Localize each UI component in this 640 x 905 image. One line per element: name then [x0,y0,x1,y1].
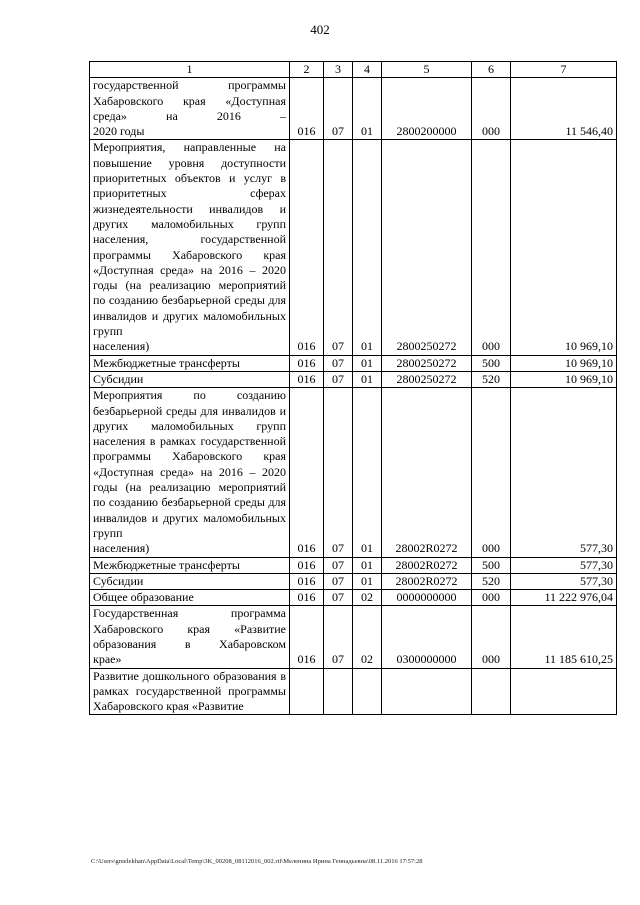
header-row [90,62,617,78]
row-name [90,668,290,715]
header-col-7: 7 [511,62,617,78]
table-row [90,557,617,573]
header-col-1: 1 [90,62,290,78]
row-name-line: населения) [93,339,150,354]
row-target-article: 0300000000 [382,606,472,668]
row-name-line: «Доступная среда» на 2016 – [93,464,256,479]
row-name-line: Хабаровского края «Развитие [93,621,286,636]
row-name-line: инвалидов и других [93,403,287,433]
row-name-line: Хабаровского края «Развитие [93,699,244,714]
row-name-line: Межбюджетные трансферты [93,355,240,370]
row-target-article: 2800250272 [382,355,472,371]
row-name [90,140,290,355]
row-name [90,371,290,387]
row-name-line: Мероприятия по созданию [93,388,286,403]
row-name [90,606,290,668]
row-section-code: 07 [324,573,353,589]
row-name-line: крае» [93,652,122,667]
row-section-code: 07 [324,590,353,606]
row-name-line: 2020 годы (на реализацию [93,464,286,495]
row-section-code: 07 [324,78,353,140]
page-number: 402 [310,22,330,37]
row-name-line: Хабаровского края [172,247,286,262]
row-target-article: 0000000000 [382,590,472,606]
row-name [90,573,290,589]
row-expense-type: 000 [472,590,511,606]
header-col-2: 2 [290,62,324,78]
row-name-line: 2020 годы (на реализацию [93,262,286,293]
row-section-code: 07 [324,371,353,387]
row-name [90,78,290,140]
row-amount: 11 546,40 [511,78,617,140]
row-amount: 10 969,10 [511,355,617,371]
table-row [90,371,617,387]
table-row [90,388,617,557]
row-name-line: государственной программы [93,232,286,262]
row-name-line: Государственная программа [93,606,286,621]
row-section-code: 07 [324,140,353,355]
row-name-line: мероприятий по созданию [93,480,286,510]
row-expense-type: 500 [472,557,511,573]
row-ministry-code: 016 [290,606,324,668]
row-target-article: 2800200000 [382,78,472,140]
row-name-line: безбарьерной среды для [161,495,287,510]
row-name-line: групп населения, [93,216,287,247]
row-ministry-code: 016 [290,573,324,589]
row-name-line: жизнедеятельности инвалидов [93,201,264,216]
row-amount: 11 185 610,25 [511,606,617,668]
row-name-line: безбарьерной среды для [93,403,219,418]
row-subsection-code: 01 [353,78,382,140]
row-name-line: доступности приоритетных [93,155,287,186]
row-ministry-code [290,668,324,715]
row-name-line: Субсидии [93,371,144,386]
row-ministry-code: 016 [290,590,324,606]
row-subsection-code: 01 [353,557,382,573]
header-col-5: 5 [382,62,472,78]
row-name-line: Мероприятия, направленные [93,140,257,155]
row-name-line: Хабаровского края [172,449,286,464]
row-expense-type: 000 [472,78,511,140]
row-target-article: 28002R0272 [382,388,472,557]
row-amount: 577,30 [511,557,617,573]
row-name-line: на повышение уровня [93,140,286,170]
row-subsection-code: 01 [353,355,382,371]
row-name-line: государственной программы [135,683,286,698]
table-row [90,606,617,668]
row-target-article: 28002R0272 [382,573,472,589]
row-name-line: приоритетных сферах [93,186,286,201]
row-subsection-code: 01 [353,573,382,589]
row-name-line: «Доступная среда» на 2016 – [93,262,256,277]
row-subsection-code: 02 [353,606,382,668]
row-name-line: Развитие дошкольного [93,668,210,683]
row-expense-type [472,668,511,715]
row-amount: 577,30 [511,573,617,589]
header-col-3: 3 [324,62,353,78]
row-name-line: объектов и услуг в [174,171,287,186]
row-expense-type: 000 [472,388,511,557]
row-target-article: 2800250272 [382,140,472,355]
row-target-article: 28002R0272 [382,557,472,573]
row-subsection-code: 01 [353,140,382,355]
row-expense-type: 000 [472,606,511,668]
row-name-line: безбарьерной среды для [161,293,287,308]
row-expense-type: 500 [472,355,511,371]
table-row [90,78,617,140]
row-name [90,388,290,557]
file-path-footer: C:\Users\gmelekhan\AppData\Local\Temp\3K_00208_08112016_002.rtf\Меленина Ирина Геннадьевна\08.11.2016 17:57:28 [91,858,423,865]
row-name-line: и других маломобильных [93,201,286,231]
row-name-line: населения в рамках [93,434,196,449]
row-name-line: населения) [93,541,150,556]
row-amount [511,668,617,715]
row-name-line: маломобильных групп [93,308,286,339]
row-expense-type: 000 [472,140,511,355]
budget-table [89,61,617,715]
row-name-line: 2020 годы [93,124,145,139]
row-ministry-code: 016 [290,355,324,371]
row-name-line: образования в Хабаровском [93,636,286,651]
row-name [90,557,290,573]
row-ministry-code: 016 [290,140,324,355]
row-name-line: инвалидов и других [93,308,199,323]
row-subsection-code: 01 [353,388,382,557]
row-ministry-code: 016 [290,388,324,557]
table-row [90,140,617,355]
row-amount: 577,30 [511,388,617,557]
table-row [90,573,617,589]
table-body [90,78,617,715]
table-row [90,355,617,371]
row-name-line: маломобильных групп [93,510,286,540]
row-subsection-code: 02 [353,590,382,606]
header-col-4: 4 [353,62,382,78]
row-section-code: 07 [324,606,353,668]
row-name [90,355,290,371]
row-target-article: 2800250272 [382,371,472,387]
row-name-line: маломобильных групп [150,418,286,433]
row-name-line: Межбюджетные трансферты [93,557,240,572]
row-name-line: Общее образование [93,590,194,605]
row-amount: 11 222 976,04 [511,590,617,606]
row-name-line: инвалидов и других [93,510,199,525]
row-name [90,590,290,606]
header-col-6: 6 [472,62,511,78]
row-subsection-code [353,668,382,715]
row-ministry-code: 016 [290,78,324,140]
row-name-line: государственной программы [93,78,286,93]
row-name-line: Субсидии [93,573,144,588]
row-section-code: 07 [324,388,353,557]
row-subsection-code: 01 [353,371,382,387]
row-ministry-code: 016 [290,557,324,573]
row-ministry-code: 016 [290,371,324,387]
row-name-line: государственной программы [93,434,286,464]
row-name-line: образования в рамках [93,668,286,698]
row-name-line: мероприятий по созданию [93,278,286,308]
row-amount: 10 969,10 [511,140,617,355]
row-name-line: Хабаровского края [93,93,206,108]
table-row [90,590,617,606]
row-amount: 10 969,10 [511,371,617,387]
row-target-article [382,668,472,715]
row-section-code [324,668,353,715]
row-expense-type: 520 [472,573,511,589]
row-name-line: «Доступная среда» на 2016 – [93,93,286,123]
row-section-code: 07 [324,355,353,371]
row-expense-type: 520 [472,371,511,387]
row-section-code: 07 [324,557,353,573]
table-row [90,668,617,715]
